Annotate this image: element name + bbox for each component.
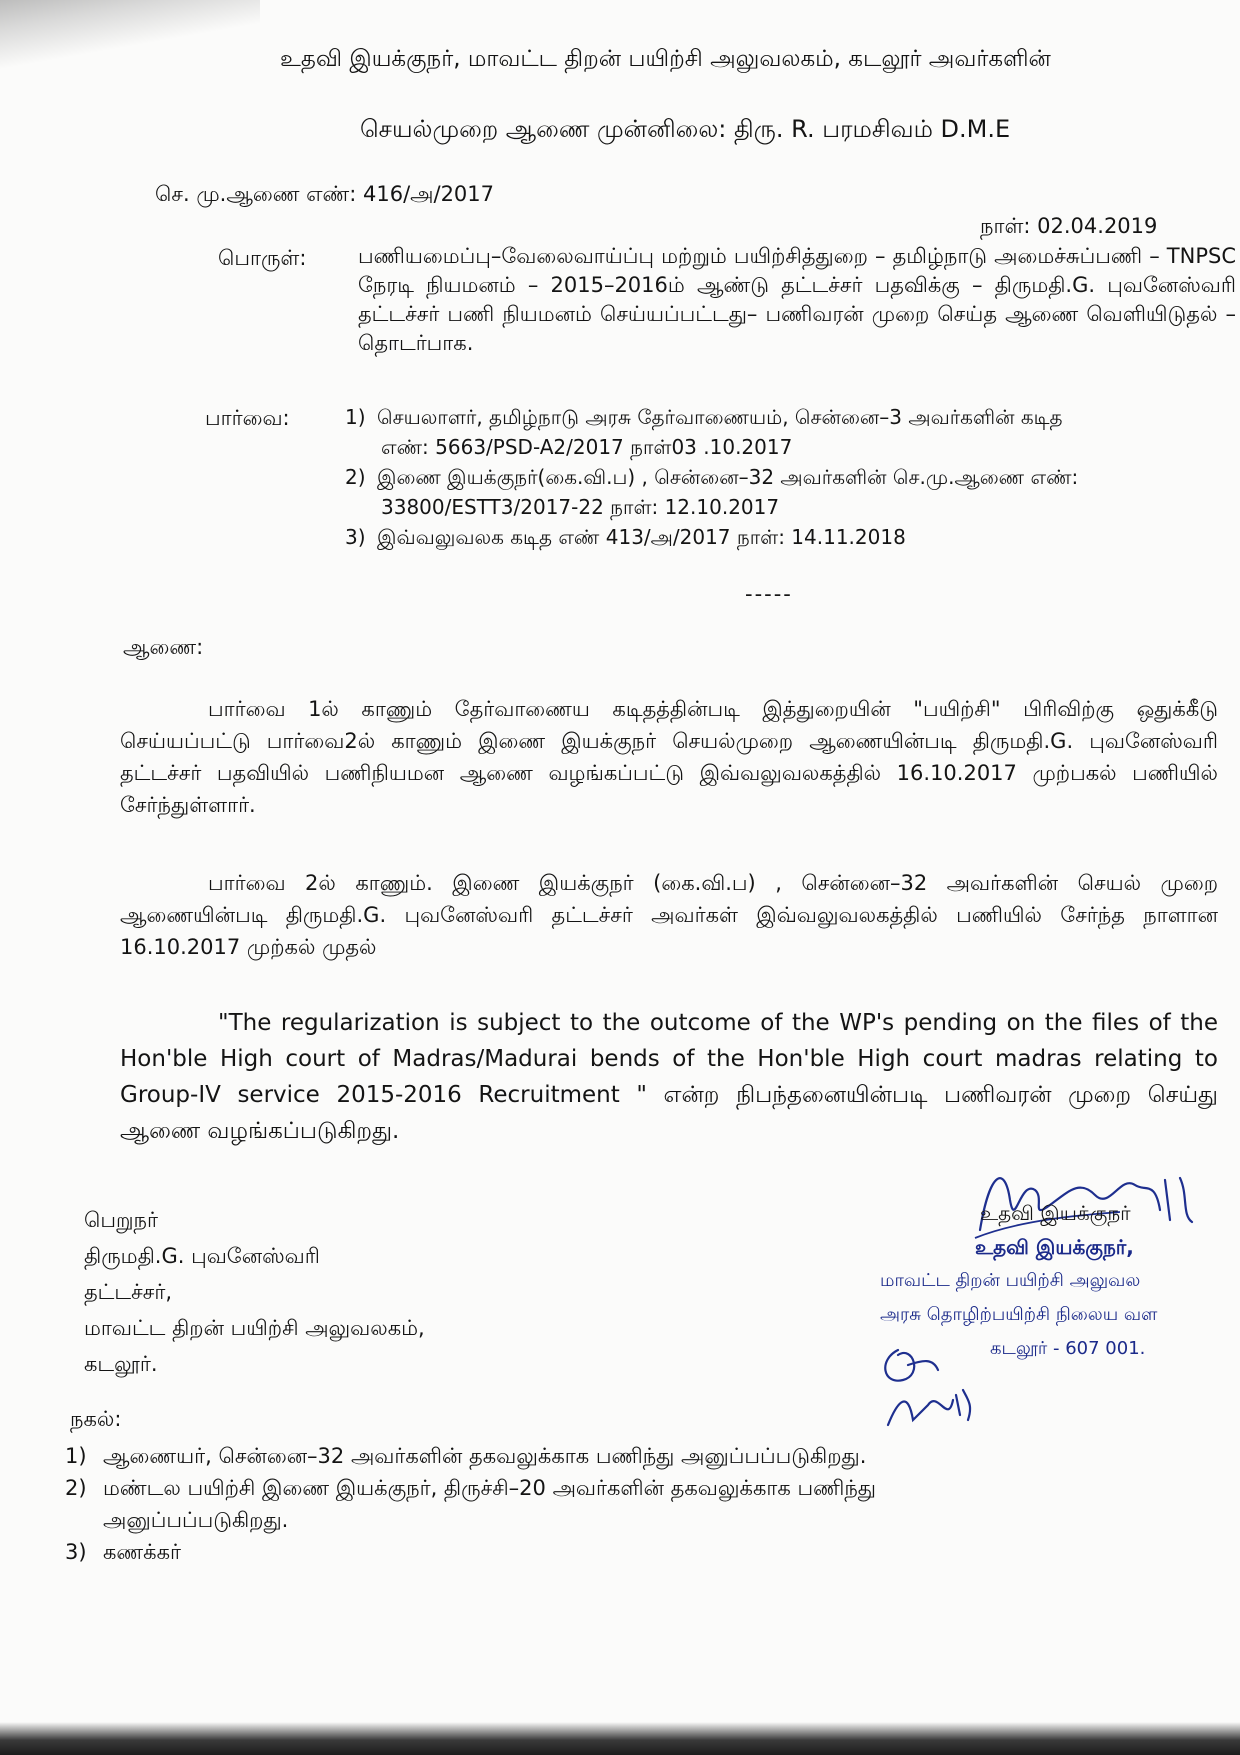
signatory-title: உதவி இயக்குநர் [980,1201,1131,1225]
initials-date-scribble-icon [868,1330,988,1440]
stamp-title: உதவி இயக்குநர், [975,1235,1134,1259]
stamp-line-office: மாவட்ட திறன் பயிற்சி அலுவல [880,1270,1141,1291]
recipient-place: கடலூர். [84,1352,158,1376]
references-list [345,402,1235,552]
reference-item [345,462,1235,522]
reference-line: செயலாளர், தமிழ்நாடு அரசு தேர்வாணையம், சென்னை–3 அவர்களின் கடித [377,405,1063,429]
reference-line: இவ்வலுவலக கடித எண் 413/அ/2017 நாள்: 14.11.2018 [377,525,906,549]
header-line-1: உதவி இயக்குநர், மாவட்ட திறன் பயிற்சி அலுவலகம், கடலூர் அவர்களின் [280,46,1051,72]
recipient-block [84,1202,425,1382]
recipient-heading: பெறுநர் [84,1208,158,1232]
reference-number: 3) [345,525,366,549]
copy-item [65,1440,1165,1472]
order-reference-number: செ. மு.ஆணை எண்: 416/அ/2017 [155,182,495,206]
recipient-designation: தட்டச்சர், [84,1280,173,1304]
references-label: பார்வை: [205,406,290,430]
copy-line: மண்டல பயிற்சி இணை இயக்குநர், திருச்சி–20 அவர்களின் தகவலுக்காக பணிந்து [103,1476,877,1500]
reference-item [345,402,1235,462]
copy-line: ஆணையர், சென்னை–32 அவர்களின் தகவலுக்காக பணிந்து அனுப்பப்படுகிறது. [103,1444,867,1468]
reference-number: 1) [345,405,366,429]
copy-number: 2) [65,1476,87,1500]
reference-line-cont: எண்: 5663/PSD-A2/2017 நாள்03 .10.2017 [381,435,793,459]
order-date: நாள்: 02.04.2019 [980,214,1158,238]
scan-shadow-top [0,0,260,70]
copy-number: 1) [65,1444,87,1468]
copy-number: 3) [65,1540,87,1564]
scan-shadow-bottom [0,1722,1240,1755]
order-paragraph-1: பார்வை 1ல் காணும் தேர்வாணைய கடிதத்தின்படி இத்துறையின் "பயிற்சி" பிரிவிற்கு ஒதுக்கீடு செய்யப்பட்டு பார்வை2ல் காணும் இணை இயக்குநர் செயல்முறை ஆணையின்படி திருமதி.G. புவனேஸ்வரி தட்டச்சர் பதவியில் பணிநியமன ஆணை வழங்கப்பட்டு இவ்வலுவலகத்தில் 16.10.2017 முற்பகல் பணியில் சேர்ந்துள்ளார். [120,697,1218,817]
reference-item [345,522,1235,552]
header-line-2: செயல்முறை ஆணை முன்னிலை: திரு. R. பரமசிவம் D.M.E [360,115,1011,143]
reference-number: 2) [345,465,366,489]
stamp-line-institute: அரசு தொழிற்பயிற்சி நிலைய வள [880,1304,1158,1325]
order-paragraph-3: "The regularization is subject to the outcome of the WP's pending on the files of the Hon'ble High court of Madras/Madurai bends of the Hon'ble High court madras relating to Group-IV service 2015-2016 Recruitment " என்ற நிபந்தனையின்படி பணிவரன் முறை செய்து ஆணை வழங்கப்படுகிறது. [120,1010,1218,1144]
recipient-office: மாவட்ட திறன் பயிற்சி அலுவலகம், [84,1316,425,1340]
subject-text: பணியமைப்பு–வேலைவாய்ப்பு மற்றும் பயிற்சித்துறை – தமிழ்நாடு அமைச்சுப்பணி – TNPSC நேரடி நியமனம் – 2015–2016ம் ஆண்டு தட்டச்சர் பதவிக்கு – திருமதி.G. புவனேஸ்வரி தட்டச்சர் பணி நியமனம் செய்யப்பட்டது– பணிவரன் முறை செய்த ஆணை வெளியிடுதல் – தொடர்பாக. [358,244,1236,355]
copies-list [65,1440,1165,1568]
order-paragraph-2: பார்வை 2ல் காணும். இணை இயக்குநர் (கை.வி.ப) , சென்னை–32 அவர்களின் செயல் முறை ஆணையின்படி திருமதி.G. புவனேஸ்வரி தட்டச்சர் அவர்கள் இவ்வலுவலகத்தில் பணியில் சேர்ந்த நாளான 16.10.2017 முற்கல் முதல் [120,871,1218,959]
stamp-line-address: கடலூர் - 607 001. [990,1338,1146,1359]
copy-line-cont: அனுப்பப்படுகிறது. [103,1508,289,1532]
reference-line-cont: 33800/ESTT3/2017-22 நாள்: 12.10.2017 [381,495,780,519]
reference-line: இணை இயக்குநர்(கை.வி.ப) , சென்னை–32 அவர்களின் செ.மு.ஆணை எண்: [377,465,1079,489]
separator-dashes: ----- [745,582,793,606]
copies-label: நகல்: [70,1407,122,1431]
subject-label: பொருள்: [218,246,307,270]
copy-item [65,1472,1165,1536]
copy-item [65,1536,1165,1568]
recipient-name: திருமதி.G. புவனேஸ்வரி [84,1244,320,1268]
order-label: ஆணை: [123,635,204,659]
copy-line: கணக்கர் [103,1540,181,1564]
